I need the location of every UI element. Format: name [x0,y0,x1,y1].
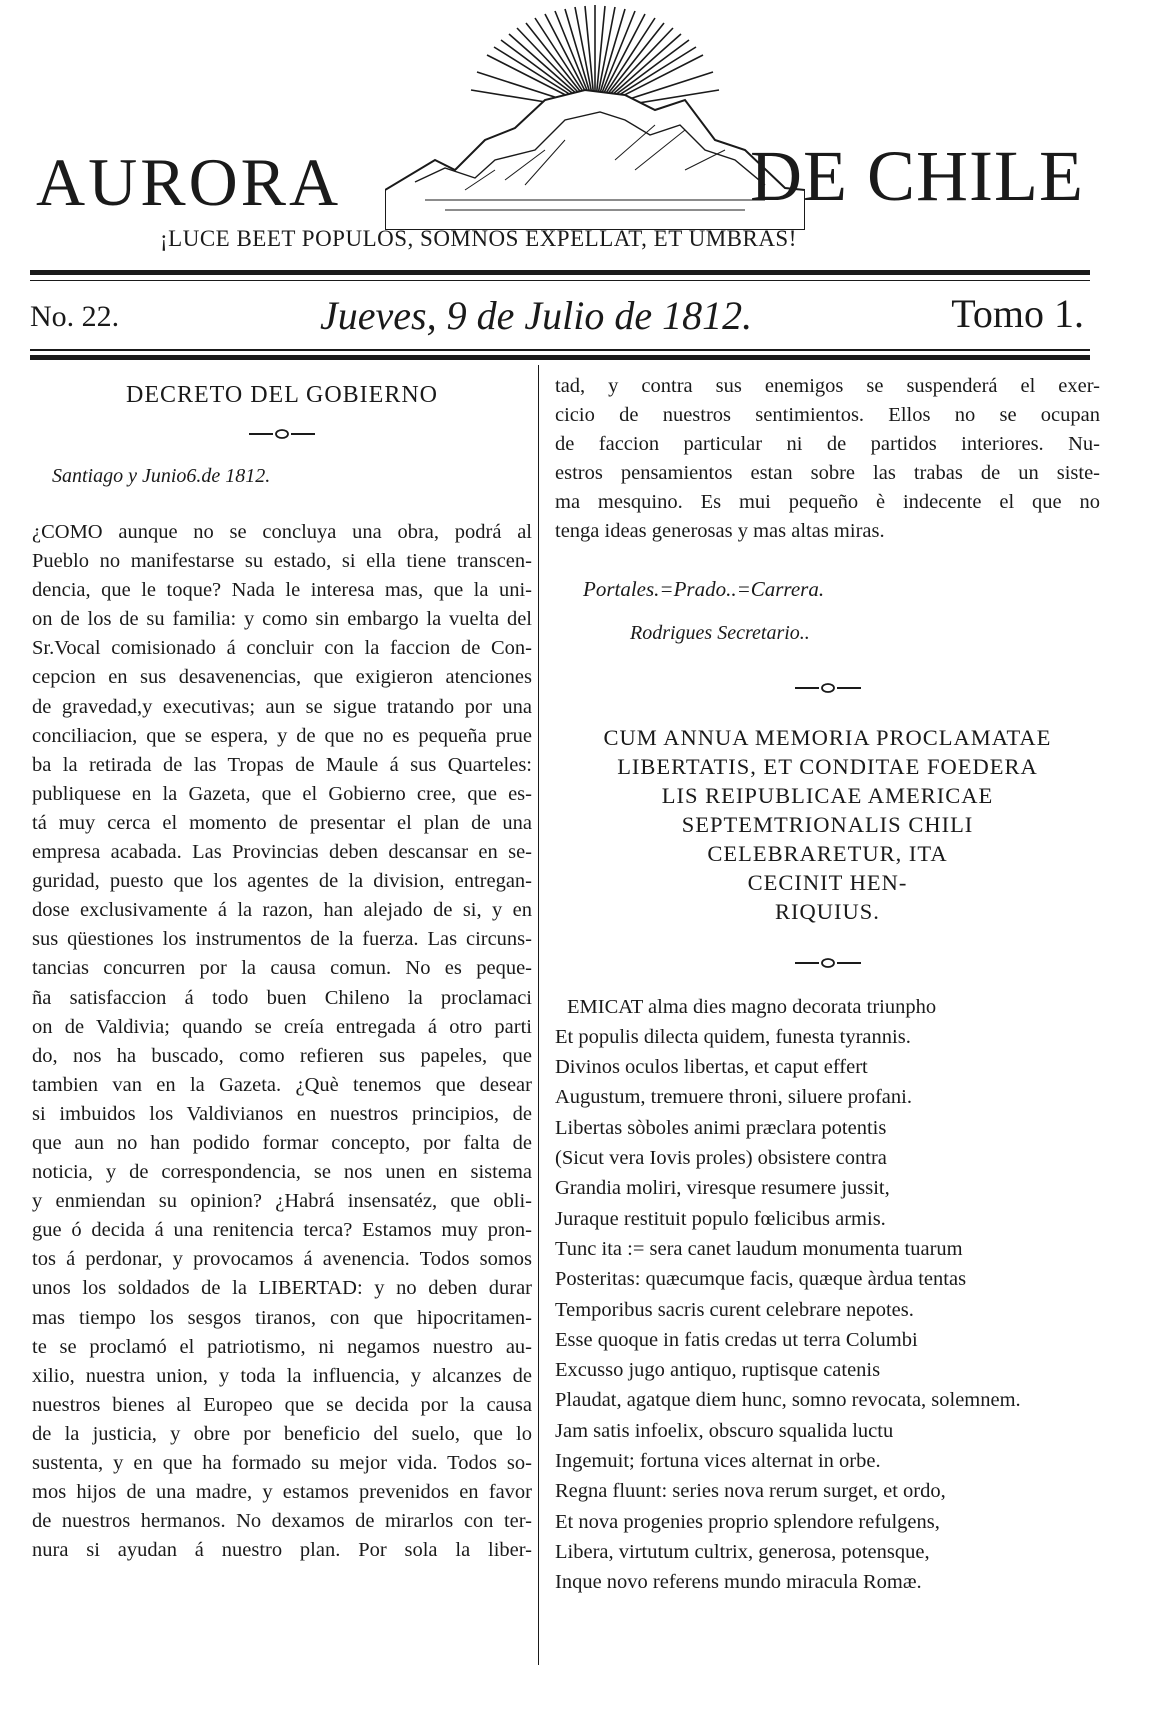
text-line: sustenta, y en que ha formado su mejor vida. Todos so- [32,1452,532,1474]
ornament-icon [247,427,317,441]
text-line: ba la retirada de las Tropas de Maule á sus Quarteles: [32,753,532,776]
text-line: dose exclusivamente á la razon, han alejado de si, y en [32,899,532,922]
decree-date-place: Santiago y Junio6.de 1812. [52,465,271,487]
decree-heading: DECRETO DEL GOBIERNO [126,382,438,408]
poem-line: Tunc ita := sera canet laudum monumenta tuarum [555,1237,963,1260]
poem-line: Posteritas: quæcumque facis, quæque àrdua tentas [555,1268,967,1291]
text-line: cicio de nuestros sentimientos. Ellos no se ocupan [555,404,1100,427]
poem-line: Esse quoque in fatis credas ut terra Columbi [555,1328,918,1351]
text-line: nura si ayudan á nuestro plan. Por sola la liber- [32,1539,532,1562]
rising-sun-over-mountains-icon [385,0,805,230]
text-line: tad, y contra sus enemigos se suspenderá el exer- [555,375,1100,397]
right-column [555,372,1100,1598]
text-line: tenga ideas generosas y mas altas miras. [555,520,885,543]
poem-line: Jam satis infoelix, obscuro squalida luctu [555,1419,894,1442]
text-line: si imbuidos los Valdivianos en nuestros principios, de [32,1102,532,1125]
poem-line: Et populis dilecta quidem, funesta tyrannis. [555,1025,911,1048]
heading-line: LIS REIPUBLICAE AMERICAE [661,782,994,808]
latin-poem-heading [555,723,1100,926]
text-line: Sr.Vocal comisionado á concluir con la faccion de Con- [32,637,532,660]
heading-line: SEPTEMTRIONALIS CHILI [681,811,974,837]
ornament-icon [793,681,863,695]
text-line: xilio, nuestra union, y toda la influencia, y alcanzes de [32,1364,532,1387]
poem-line: Divinos oculos libertas, et caput effert [555,1056,868,1079]
poem-line: Ingemuit; fortuna vices alternat in orbe. [555,1450,881,1473]
text-line: unos los soldados de la LIBERTAD: y no deben durar [32,1277,532,1300]
text-line: de gravedad,y executivas; aun se sigue tratando por una [32,695,532,718]
heading-line: RIQUIUS. [775,898,880,924]
decree-signatures: Portales.=Prado..=Carrera. [583,576,825,601]
text-line: estros pensamientos estan sobre las trabas de un siste- [555,462,1100,485]
text-line: de faccion particular ni de partidos interiores. Nu- [555,433,1100,456]
text-line: publiquese en la Gazeta, que el Gobierno cree, que es- [32,782,532,805]
heading-line: CELEBRARETUR, ITA [707,840,948,866]
poem-line: EMICAT alma dies magno decorata triunpho [567,995,937,1018]
poem-line: Juraque restituit populo fœlicibus armis. [555,1207,886,1230]
masthead-title-right: DE CHILE [750,136,1084,216]
text-line: conciliacion, que se espera, y de que no es pequeña prue [32,724,532,747]
masthead-rule-thin [30,280,1090,281]
text-line: guridad, puesto que los agentes de la division, entregan- [32,870,532,893]
text-line: noticia, y de correspondencia, se nos unen en sistema [32,1161,532,1184]
heading-line: LIBERTATIS, ET CONDITAE FOEDERA [617,753,1038,779]
text-line: tancias concurren por la causa comun. No es peque- [32,957,532,980]
decree-secretary: Rodrigues Secretario.. [630,621,810,644]
text-line: sus qüestiones los instrumentos de la fuerza. Las circuns- [32,928,532,951]
text-line: de nuestros hermanos. No dexamos de mirarlos con ter- [32,1510,532,1533]
heading-line: CECINIT HEN- [747,869,908,895]
text-line: on de Valdivia; quando se creía entregada á otro parti [32,1015,532,1038]
text-line: dencia, que le toque? Nada le interesa mas, que la uni- [32,579,532,602]
poem-line: Regna fluunt: series nova rerum surget, et ordo, [555,1480,946,1503]
text-line: que aun no han podido formar concepto, por falta de [32,1131,532,1154]
left-column [32,378,532,1565]
text-line: tambien van en la Gazeta. ¿Què tenemos que desear [32,1073,532,1096]
text-line: do, nos ha buscado, como refieren sus papeles, que [32,1044,532,1067]
issue-number: No. 22. [30,300,120,333]
ornament-icon [793,956,863,970]
heading-line: CUM ANNUA MEMORIA PROCLAMATAE [603,724,1052,750]
text-line: ma mesquino. Es mui pequeño è indecente el que no [555,491,1100,514]
text-line: empresa acabada. Las Provincias deben descansar en se- [32,841,532,864]
poem-line: Inque novo referens mundo miracula Romæ. [555,1571,922,1594]
poem-line: Libera, virtutum cultrix, generosa, potensque, [555,1540,930,1563]
text-line: mos hijos de una madre, y estamos prevenidos en favor [32,1481,532,1504]
text-line: Pueblo no manifestarse su estado, si ella tiene transcen- [32,550,532,573]
decree-body-continued [555,372,1100,547]
dateline [30,288,1090,344]
text-line: de la justicia, y obre por beneficio del suelo, que lo [32,1422,532,1445]
text-line: on de los de su familia: y como sin embargo la vuelta del [32,608,532,631]
poem-line: Temporibus sacris curent celebrare nepotes. [555,1298,914,1321]
text-line: y enmiendan su opinion? ¿Habrá insensatéz, que obli- [32,1190,532,1213]
text-line: tá muy cerca el momento de presentar el plan de una [32,811,532,834]
issue-date-text: Jueves, 9 de Julio de 1812. [320,293,753,338]
poem-line: (Sicut vera Iovis proles) obsistere contra [555,1147,887,1170]
text-line: tos á perdonar, y provocamos á avenencia. Todos somos [32,1248,532,1271]
issue-date [320,292,752,339]
dateline-rule-thick [30,355,1090,360]
text-line: ña satisfaccion á todo buen Chileno la proclamaci [32,986,532,1009]
poem-line: Excusso jugo antiquo, ruptisque catenis [555,1359,881,1382]
masthead-rule-thick [30,270,1090,275]
column-divider [538,365,539,1665]
poem-line: Et nova progenies proprio splendore refulgens, [555,1510,940,1533]
poem-line: Plaudat, agatque diem hunc, somno revocata, solemnem. [555,1389,1021,1412]
dateline-rule-thin [30,349,1090,351]
volume-label: Tomo 1. [951,291,1084,336]
poem-line: Grandia moliri, viresque resumere jussit, [555,1177,890,1200]
text-line: nuestros bienes al Europeo que se decida por la causa [32,1393,532,1416]
text-line: ¿COMO aunque no se concluya una obra, podrá al [32,521,532,543]
text-line: te se proclamó el patriotismo, ni negamos nuestro au- [32,1335,532,1358]
decree-body [32,518,532,1565]
latin-poem [555,992,1100,1598]
masthead-title-left: AURORA [36,144,342,220]
masthead [30,0,1105,270]
poem-line: Libertas sòboles animi præclara potentis [555,1116,887,1139]
masthead-motto: ¡LUCE BEET POPULOS, SOMNOS EXPELLAT, ET UMBRAS! [160,226,797,251]
text-line: gue ó decida á una renitencia terca? Estamos muy pron- [32,1219,532,1242]
text-line: mas tiempo los sesgos tiranos, con que hipocritamen- [32,1306,532,1329]
text-line: cepcion en sus desavenencias, que exigieron atenciones [32,666,532,689]
poem-line: Augustum, tremuere throni, siluere profani. [555,1086,912,1109]
